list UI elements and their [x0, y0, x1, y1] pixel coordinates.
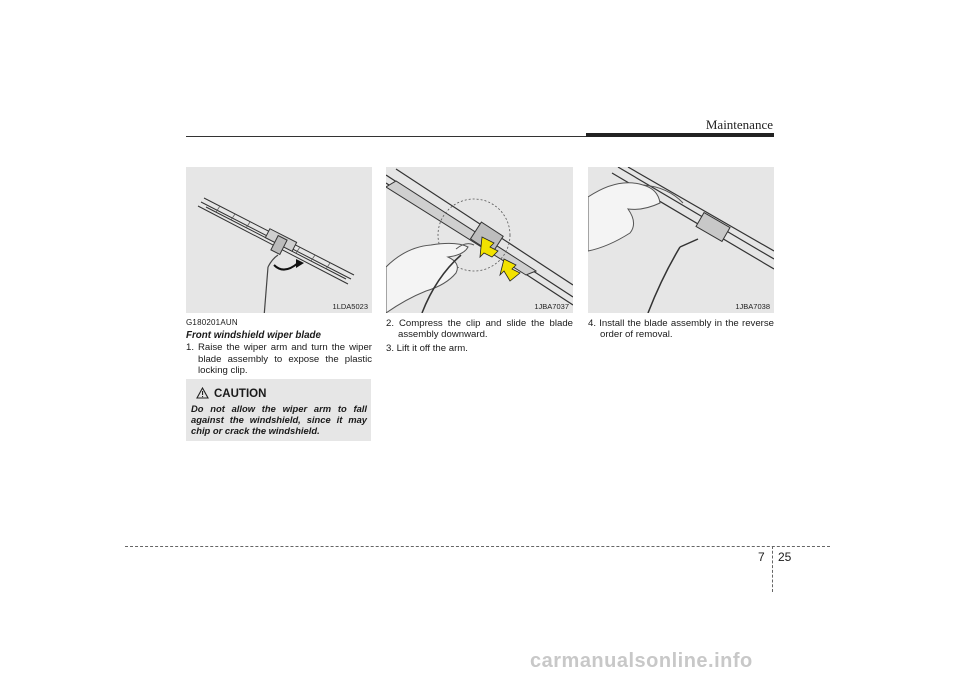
caution-heading — [196, 387, 266, 402]
chapter-number: 7 — [758, 550, 765, 564]
column-3 — [588, 317, 774, 343]
wiper-raise-illustration — [186, 167, 372, 313]
section-title: Maintenance — [705, 117, 773, 132]
step-1: 1. Raise the wiper arm and turn the wiper blade assembly to expose the plastic locking clip. — [186, 342, 372, 376]
column-1 — [186, 317, 372, 379]
figure-install-blade — [588, 167, 774, 313]
section-heading: Front windshield wiper blade — [186, 330, 321, 342]
install-blade-illustration — [588, 167, 774, 313]
step-3: 3. Lift it off the arm. — [386, 343, 468, 355]
caution-text: Do not allow the wiper arm to fall against the windshield, since it may chip or crack the windshield. — [191, 403, 367, 436]
caution-box — [186, 379, 371, 441]
figure-code: 1JBA7037 — [534, 302, 569, 311]
section-code: G180201AUN — [186, 318, 238, 327]
page-number: 25 — [778, 550, 792, 564]
watermark: carmanualsonline.info — [530, 650, 753, 672]
page-number-divider — [772, 546, 773, 592]
figure-code: 1JBA7038 — [735, 302, 770, 311]
caution-title: CAUTION — [214, 388, 267, 400]
column-2 — [386, 317, 573, 358]
warning-icon — [196, 387, 210, 402]
figure-code: 1LDA5023 — [332, 302, 368, 311]
figure-compress-clip — [386, 167, 573, 313]
step-4: 4. Install the blade assembly in the reverse order of removal. — [588, 318, 774, 341]
header-rule-accent — [586, 133, 774, 137]
figure-wiper-raise — [186, 167, 372, 313]
compress-clip-illustration — [386, 167, 573, 313]
footer-rule — [125, 546, 830, 547]
step-2: 2. Compress the clip and slide the blade assembly downward. — [386, 318, 573, 341]
